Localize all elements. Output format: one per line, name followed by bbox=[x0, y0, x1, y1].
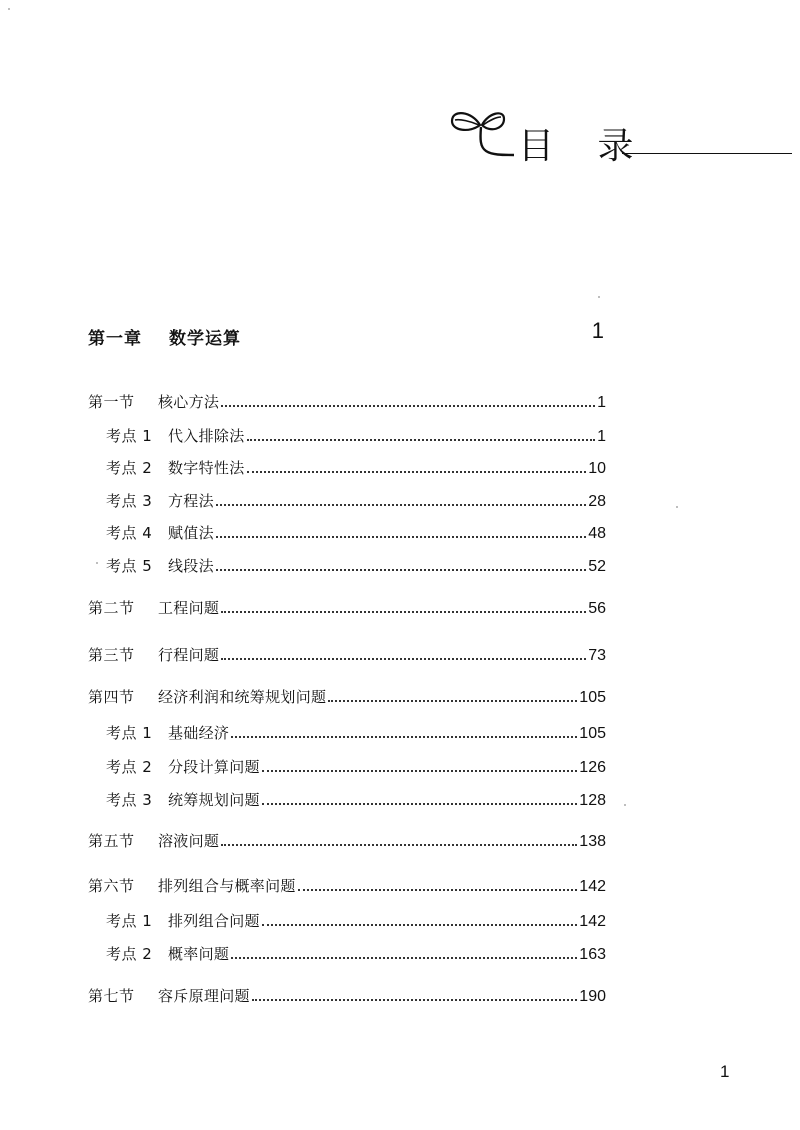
dot-leader bbox=[298, 888, 578, 891]
toc-point-entry[interactable] bbox=[106, 456, 606, 480]
dot-leader bbox=[247, 470, 587, 473]
toc-entry-title: 统筹规划问题 bbox=[168, 791, 260, 809]
toc-entry-title: 基础经济 bbox=[168, 724, 230, 742]
toc-entry-page-number: 73 bbox=[588, 647, 606, 664]
chapter-name: 数学运算 bbox=[169, 329, 241, 349]
toc-entry-label: 第一节 bbox=[88, 393, 135, 411]
toc-entry-page-number: 48 bbox=[588, 525, 606, 542]
scan-speck bbox=[624, 804, 626, 806]
toc-entry-page-number: 163 bbox=[579, 946, 606, 963]
toc-point-entry[interactable] bbox=[106, 521, 606, 545]
toc-entry-label: 考点 1 bbox=[106, 912, 153, 930]
toc-entry-title: 经济利润和统筹规划问题 bbox=[158, 688, 327, 706]
dot-leader bbox=[262, 923, 577, 926]
toc-entry-title: 概率问题 bbox=[168, 945, 230, 963]
toc-entry-label: 考点 4 bbox=[106, 524, 153, 542]
toc-section-entry[interactable] bbox=[88, 390, 606, 414]
toc-point-entry[interactable] bbox=[106, 554, 606, 578]
dot-leader bbox=[252, 998, 577, 1001]
toc-entry-title: 排列组合问题 bbox=[168, 912, 260, 930]
toc-entry-label: 第七节 bbox=[88, 987, 135, 1005]
toc-section-entry[interactable] bbox=[88, 643, 606, 667]
toc-point-entry[interactable] bbox=[106, 721, 606, 745]
toc-entry-label: 第五节 bbox=[88, 832, 135, 850]
toc-entry-page-number: 190 bbox=[579, 988, 606, 1005]
toc-entry-title: 容斥原理问题 bbox=[158, 987, 250, 1005]
scan-speck bbox=[96, 562, 98, 564]
toc-section-entry[interactable] bbox=[88, 874, 606, 898]
dot-leader bbox=[231, 956, 577, 959]
toc-entry-title: 工程问题 bbox=[158, 599, 220, 617]
dot-leader bbox=[221, 657, 586, 660]
toc-entry-title: 溶液问题 bbox=[158, 832, 220, 850]
dot-leader bbox=[328, 699, 577, 702]
toc-point-entry[interactable] bbox=[106, 942, 606, 966]
toc-entry-page-number: 142 bbox=[579, 913, 606, 930]
toc-entry-page-number: 105 bbox=[579, 689, 606, 706]
scan-speck bbox=[598, 296, 600, 298]
dot-leader bbox=[216, 535, 586, 538]
toc-entry-title: 核心方法 bbox=[158, 393, 220, 411]
toc-entry-title: 代入排除法 bbox=[168, 427, 245, 445]
toc-point-entry[interactable] bbox=[106, 489, 606, 513]
dot-leader bbox=[231, 735, 577, 738]
toc-entry-page-number: 28 bbox=[588, 493, 606, 510]
toc-entry-label: 考点 5 bbox=[106, 557, 153, 575]
toc-point-entry[interactable] bbox=[106, 909, 606, 933]
toc-entry-page-number: 10 bbox=[588, 460, 606, 477]
toc-entry-label: 第四节 bbox=[88, 688, 135, 706]
toc-section-entry[interactable] bbox=[88, 596, 606, 620]
scan-speck bbox=[676, 506, 678, 508]
scan-speck bbox=[8, 8, 10, 10]
toc-entry-label: 考点 3 bbox=[106, 791, 153, 809]
toc-entry-title: 排列组合与概率问题 bbox=[158, 877, 296, 895]
toc-entry-page-number: 1 bbox=[597, 428, 606, 445]
toc-entry-page-number: 56 bbox=[588, 600, 606, 617]
dot-leader bbox=[221, 843, 577, 846]
toc-entry-page-number: 142 bbox=[579, 878, 606, 895]
page-number: 1 bbox=[720, 1062, 730, 1081]
toc-entry-page-number: 138 bbox=[579, 833, 606, 850]
toc-section-entry[interactable] bbox=[88, 685, 606, 709]
toc-section-entry[interactable] bbox=[88, 829, 606, 853]
page-title: 目 录 bbox=[518, 126, 650, 167]
toc-entry-page-number: 128 bbox=[579, 792, 606, 809]
toc-section-entry[interactable] bbox=[88, 984, 606, 1008]
dot-leader bbox=[216, 568, 586, 571]
toc-entry-label: 考点 1 bbox=[106, 427, 153, 445]
dot-leader bbox=[221, 404, 595, 407]
toc-entry-label: 第六节 bbox=[88, 877, 135, 895]
toc-entry-title: 分段计算问题 bbox=[168, 758, 260, 776]
toc-entry-title: 赋值法 bbox=[168, 524, 214, 542]
toc-entry-label: 考点 1 bbox=[106, 724, 153, 742]
toc-point-entry[interactable] bbox=[106, 788, 606, 812]
toc-point-entry[interactable] bbox=[106, 424, 606, 448]
dot-leader bbox=[247, 438, 596, 441]
toc-entry-label: 第二节 bbox=[88, 599, 135, 617]
toc-entry-page-number: 105 bbox=[579, 725, 606, 742]
dot-leader bbox=[221, 610, 586, 613]
toc-entry-page-number: 1 bbox=[597, 394, 606, 411]
dot-leader bbox=[262, 802, 577, 805]
chapter-page-number: 1 bbox=[591, 318, 604, 343]
toc-entry-label: 第三节 bbox=[88, 646, 135, 664]
toc-entry-label: 考点 2 bbox=[106, 459, 153, 477]
toc-entry-label: 考点 2 bbox=[106, 945, 153, 963]
toc-entry-label: 考点 3 bbox=[106, 492, 153, 510]
dot-leader bbox=[216, 503, 586, 506]
toc-entry-title: 数字特性法 bbox=[168, 459, 245, 477]
toc-entry-label: 考点 2 bbox=[106, 758, 153, 776]
chapter-label: 第一章 bbox=[88, 329, 142, 349]
toc-entry-page-number: 126 bbox=[579, 759, 606, 776]
toc-entry-title: 线段法 bbox=[168, 557, 214, 575]
toc-entry-page-number: 52 bbox=[588, 558, 606, 575]
toc-point-entry[interactable] bbox=[106, 755, 606, 779]
dot-leader bbox=[262, 769, 577, 772]
toc-entry-title: 行程问题 bbox=[158, 646, 220, 664]
toc-entry-title: 方程法 bbox=[168, 492, 214, 510]
